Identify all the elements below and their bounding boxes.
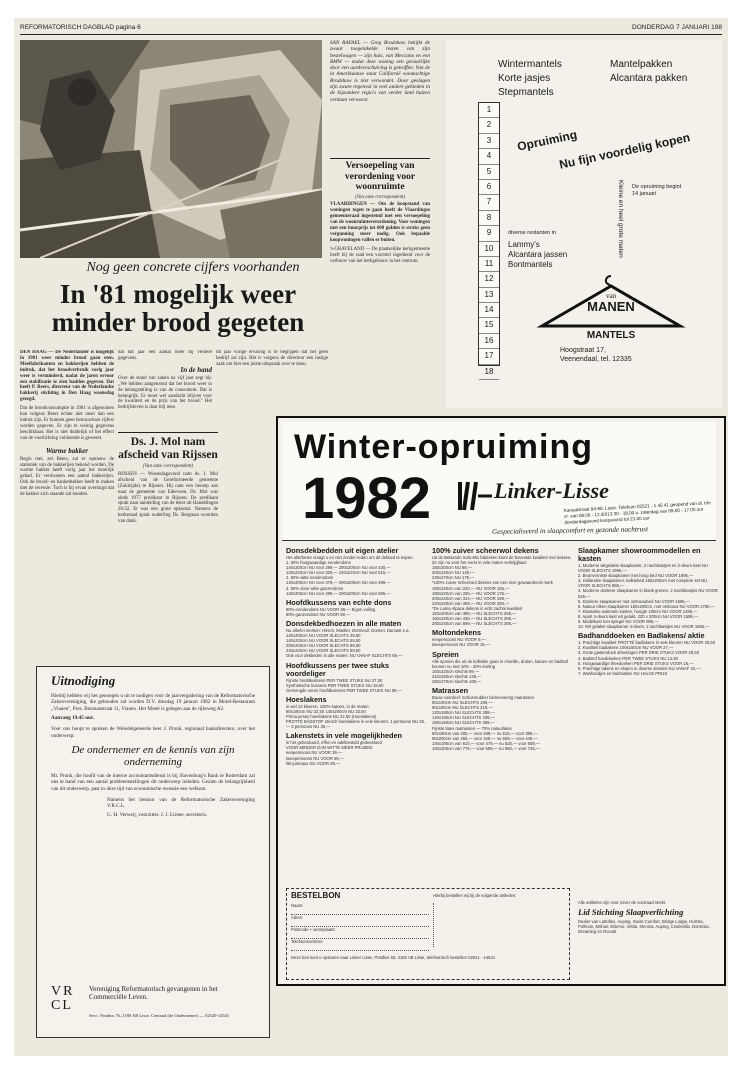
headline: In '81 mogelijk weer minder brood gegeten [51, 279, 305, 337]
winter-offer-line: 140x190cm NU SLECHTS 339,— [432, 715, 495, 721]
uitnodiging-signoff: Namens het bestuur van de Reformatorische Zakenvereniging V.R.C.L. [107, 797, 255, 810]
right-column-text: dit jaar vorige ervaring is te begrijpen dat het geen bedrijf zal zijn. Het is volgens de directeur een lastige zaak om hier een juiste uitspraak over te doen. [216, 350, 328, 367]
article-body-2: 's-GRAVELAND — De plaatselijke kerkgemeente heeft bij de raad een voorstel ingediend voor de verbouw van het kerkgebouw in het centrum. [330, 246, 430, 264]
winter-offer-line: 140x200cm NU voor 499,— 200x200cm NU voor 695,— [286, 590, 391, 596]
photo-caption [330, 40, 430, 158]
winter-offer-line: in wel 10 kleuren, 100% katoen, in de maten: [286, 703, 370, 709]
newspaper-page [14, 18, 728, 1056]
winter-offer-line: 140x220cm NU VOOR SLECHTS 59,50 [286, 638, 361, 644]
winter-offer-line: eenpersoons NU VOOR 39,— [286, 750, 343, 756]
bestelbon-field-naam[interactable]: Naam: [291, 903, 429, 915]
winter-offer-line: 5. Donkere slaapkamer met ombouwbed NU VOOR 1695,— [578, 598, 690, 604]
winter-section-title: Slaapkamer showroommodellen en kasten [578, 546, 701, 563]
winter-offer-line: 160x220cm van 220,— NU VOOR 155,— [432, 585, 510, 591]
tape-number: 18 [479, 365, 499, 380]
winter-offer-line: 3. Grote gastendoek afmetingen PER DRIE STUKS VOOR 29,50 [578, 650, 700, 656]
winter-offer-line: 3. Hollandse slaapkamer, kalktebed 160x200cm met complete set NU VOOR SLECHTS 895,— [578, 578, 708, 589]
winter-offer-line: 150x200cm van 395,— NU SLECHTS 259,— [432, 611, 517, 617]
winter-offer-line: eenpersoons NU VOOR 9,— [432, 637, 486, 643]
tape-number: 12 [479, 272, 499, 287]
winter-offer-line: 160x200cm van 775,— voor 589,— nu 960,— voor 745,— [432, 745, 541, 751]
vrcl-address: Secr.: Postbus 76, 2180 AB Lisse. Centraal (de Ondernemer) — 02520-14541 [89, 1013, 230, 1018]
winter-offer-line: 1. 60% hoogwaardige eendendons [286, 560, 351, 566]
uitnodiging-aanvang: Aanvang 19.45 uur. [51, 715, 95, 722]
manen-slogan-2: Nu fijn voordelig kopen [558, 130, 692, 172]
winter-offer-line: *100% zuiver scheerwol dekens van een zeer gewaardeerd merk [432, 580, 553, 586]
measuring-tape [478, 102, 500, 376]
versoepeling-article [330, 158, 430, 396]
winter-offer-line: FROTTÉ BADSTOF stretch hoeslakens in vele kleuren: 1 persoons NU 25,— 2 persoons NU 35,— [286, 719, 426, 730]
winter-offer-line: 140x220cm NU voor 325,— 240x220cm NU voor 515,— [286, 570, 391, 576]
winter-offer-line: 120x190cm NU SLECHTS 289,— [432, 710, 495, 716]
tape-numbers [479, 103, 499, 380]
winter-offer-line: 140x200cm NU voor 379,— 200x200cm NU voor 499,— [286, 580, 391, 586]
bestelbon [286, 888, 570, 980]
manen-items-right [610, 58, 687, 86]
winter-offer-line: Bouw voordeel: Schuimrubber binnenvering matrassen [432, 694, 534, 700]
winter-offer-line: 160x220cm van 435,— NU SLECHTS 298,— [432, 616, 517, 622]
tape-number: 7 [479, 195, 499, 210]
tape-number: 2 [479, 118, 499, 133]
lead-body: DEN HAAG — De Nederlander is mogelijk in 1981 weer minder brood gaan eten. Meelfabrikanten en bakkerijen hebben de indruk, dat het broodverbruik vorig jaar weer is verminderd, nadat de jaren ervoor een stabilisatie te zien hadden gegeven. Dat heeft P. Beers, directeur van de Nederlandse bakkerij stichting in Den Haag woensdag gezegd. [20, 350, 114, 403]
bestelbon-note: Hierbij bestellen wij bij de volgende artikelen: [433, 893, 517, 898]
winter-offer-line: 4. Moderne donkere slaapkamer in blank grenen, 2 nachtkastjes NU VOOR 545,— [578, 588, 718, 599]
winter-tagline: Gespecialiseerd in slaapcomfort en gezonde nachtrust [491, 525, 649, 536]
tape-number: 1 [479, 103, 499, 118]
photo-caption-text: SAN RAFAEL — Greg Bradshaw bekijkt de zwaar toegetakelde resten van zijn bestelwagen — zijn huis, van Meccano en een BMW — nadat deze woning een gevaarlijke door een aardverschuiving is getroffen. Van de in Amerikaanse staat Californië woonachtige Bradshaw is niet verwondet. Door geslagen zijn zware regenval in veel andere gebieden in de bijzondere regio's van verder land huizen verdaan verwoest. [330, 40, 430, 103]
lead-column-2 [118, 350, 212, 430]
winter-offer-line: 210x250cm slechts 129,— [432, 673, 482, 679]
mid-column-text: dat dat jaar een aantal meer bij verdere gegevens. [118, 350, 212, 361]
van-manen-ad [446, 40, 722, 408]
article-title: Versoepeling van verordening voor woonruimte [344, 161, 416, 192]
manen-line: Bontmantels [508, 260, 553, 269]
tape-number: 5 [479, 165, 499, 180]
linker-logo-icon [454, 480, 494, 514]
winter-offer-line: 9. Modelkast met spiegel NU VOOR 895,— [578, 619, 659, 625]
headline-kicker: Nog geen concrete cijfers voorhanden [86, 260, 300, 275]
manen-side-text: Kleine en heel grote maten [617, 180, 624, 258]
winter-section-title: Hoofdkussens per twee stuks voordeliger [286, 660, 389, 678]
uitnodiging-box [36, 666, 270, 1038]
winter-offer-line: VOOR MINDER DAN WITTE MEER PRIJZEN: [286, 745, 374, 751]
manen-address-1: Hoogstraat 17, [560, 347, 606, 354]
winter-offer-line: *De Lama Alpaca dekens in echt zachte kwaliteit [432, 605, 523, 611]
hand-body: Over de stand van zaken na vijf jaar zegt hij: ,,We hebben aangetoond dat het brood weer in de belangstelling is van de consument. Dat is belangrijk. Er moet wel aandacht blijven voor de kwaliteit en de prijs van het brood.'' Het bedrijfsleven is daar blij mee. [118, 375, 212, 411]
tape-number: 8 [479, 211, 499, 226]
winter-offer-line: 200x200cm NU VOOR SLECHTS 89,50 [286, 643, 361, 649]
winter-brand: Linker-Lisse [494, 478, 609, 503]
vrcl-logo: VRCL [51, 984, 75, 1013]
winter-section-title: Hoeslakens [286, 694, 327, 704]
manen-brand-name: MANEN [587, 299, 635, 314]
winter-offer-line: 8. Apart 4-deurs kast wit gelakt, 220 x 200cm NU VOOR 1595,— [578, 613, 699, 619]
stichting-body: Dealer van Lattoflex, Auping, Swiss Comfort, Bridge Lodge, Hulstra, Pullman, Mohair, Elsemo, Velda, Klenina, Auping, Cinderella, Dormisia, Dreaming en Rovotti. [578, 919, 710, 935]
lead-body-2: Dat de broodconsumptie in 1981 is afgenomen kan volgens Beers echter niet meer dan een indruk zijn. Er kunnen geen betrouwbare cijfers worden gegeven. Er zijn te weinig gegevens beschikbaar. Het is niet duidelijk of het effect van de voorlichting voldoende is geweest. [20, 406, 114, 441]
winter-offer-line: 3. 90% dons witte ganzendons [286, 585, 344, 591]
manen-address-2: Veenendaal, tel. 12335 [560, 356, 632, 363]
winter-column-1 [286, 544, 426, 884]
manen-lines [508, 240, 567, 270]
bestelbon-footer: Deze bon kunt u opsturen naar Linker Lisse, Postbus 50, 2160 AB Lisse, telefoonisch bestellen 02521 - 14541 [291, 955, 496, 960]
winter-offer-line: Ook voor dekbeden in alle maten: NU VANAF SLECHTS 69,— [286, 653, 403, 659]
winter-offer-line: 6. Natuur eiken slaapkamer 160x200cm, met ombouw NU VOOR 2750,— [578, 603, 715, 609]
manen-item: Alcantara pakken [610, 73, 688, 84]
manen-line: Lammy's [508, 240, 540, 249]
tape-number: 15 [479, 318, 499, 333]
stichting-note: Alle artikelen zijn voor zover de voorraad strekt. [578, 900, 667, 905]
winter-offer-line: in het geborduurd, effen en adelbesteld gedeesserd [286, 740, 382, 746]
manen-item: Wintermantels [498, 59, 562, 70]
mol-title: Ds. J. Mol nam afscheid van Rijssen [118, 436, 218, 461]
winter-section-title: Donsdekbedhoezen in alle maten [286, 618, 402, 628]
winter-offer-line: tweepersoons NU VOOR 15,— [432, 642, 490, 648]
winter-column-3 [578, 544, 718, 896]
winter-offer-line: Prima jersey hoeslakens NU 22,50 (Hoeslakens) [286, 713, 377, 719]
issue-date: DONDERDAG 7 JANUARI 198 [632, 24, 722, 31]
paper-title: REFORMATORISCH DAGBLAD pagina 6 [20, 24, 141, 31]
manen-brand-sub: MANTELS [586, 330, 636, 341]
winter-section-title: Lakenstets in vele mogelijkheden [286, 731, 402, 741]
winter-offer-line: 6. Prachtige lakens en slopen in diverse dessins NU VANAF 22,— [578, 665, 701, 671]
tape-number: 9 [479, 226, 499, 241]
winter-offer-line: 150x200cm NU 98,— [432, 565, 473, 571]
winter-offer-line: 80x190cm van 400,— voor 299,— nu 515,— voor 399,— [432, 730, 538, 736]
winter-offer-line: Alle spreien die uit de kollektie gaan in chenille, dralon, katoen en badstof kunnen nu met 10% - 20% korting [432, 658, 569, 669]
vrcl-org: Vereniging Reformatorisch gevangenen in het Commerciële Leven. [89, 985, 218, 1001]
article-body: VLAARDINGEN — Om de koopstand van woningen tegen te gaan heeft de Vlaardingse gemeenteraad ingestemd met een versoepeling van de woonruimteverordening. Voor woningen met een huurprijs tot 600 gulden is straks geen vergunning meer nodig. Ook bepaalde koopwoningen vallen er buiten. [330, 202, 430, 243]
winter-offer-line: Gemengde veren hoofdkussens PER TWEE STUKS NU 65,— [286, 687, 402, 693]
manen-start-1: De opruiming begint [632, 184, 682, 190]
winter-offer-line: 150x220cm slechts 99,— [432, 668, 480, 674]
winter-offer-line: 80% eendendons NU VOOR 69,— Eigen vulling [286, 606, 376, 612]
bestelbon-field-adres[interactable]: Adres: [291, 915, 429, 927]
winter-offer-line: 5. Hoogwaardige theedoeken PER DRIE STUKS VOOR 16,— [578, 660, 694, 666]
winter-offer-line: 230x270cm NU 179,— [432, 575, 475, 581]
winter-offer-line: 140x190cm van 610,— voor 479,— nu 825,— voor 659,— [432, 740, 541, 746]
uitnodiging-body-3: Mr. Pronk, die hoofd van de interne accountantsdienst is bij Slavenburg's Bank te Rotterdam zal ons te hand van een aantal probleemstellingen dit onderwerp inleiden. Gezien de belangrijkheid van dit onderwerp, past in deze tijd van economische recessie een welkom. [51, 772, 255, 792]
manen-brand-van: van [605, 292, 617, 300]
page-header [20, 22, 722, 35]
winter-offer-line: 2. Kwaliteit badlakens 100x160cm NU VOOR 27,— [578, 645, 674, 651]
uitnodiging-body-2: Voor ons hoopt te spreken de Weledelgeleerde heer J. Pronk, regionaal bankdirecteur, over het onderwerp: [51, 726, 255, 739]
winter-offer-line: Fijnste hoofdkussens PER TWEE STUKS NU 37,50 [286, 677, 383, 683]
uitnodiging-title: Uitnodiging [51, 673, 116, 688]
tape-number: 14 [479, 303, 499, 318]
mol-article [118, 432, 218, 650]
uitnodiging-names: G. H. Verweij, voorzitter. J. J. Lirnee, secretaris. [107, 811, 208, 818]
winter-offer-line: 1. Moderne witgelakte slaapkamer, 2 nachtkastjes en 2-deurs kast NU VOOR SLECHTS 1995,— [578, 563, 708, 574]
winter-offer-line: 160x190cm NU SLECHTS 389,— [432, 720, 495, 726]
winter-section-title: Moltondekens [432, 628, 482, 638]
winter-title: Winter-opruiming [294, 428, 593, 466]
winter-offer-line: Synthetische kussens PER TWEE STUKS NU 19,50 [286, 682, 384, 688]
winter-offer-line: 90% ganzendons NU VOOR 89,— [286, 611, 351, 617]
manen-brand [536, 292, 686, 313]
winter-offer-line: 200x240cm van 599,— NU SLECHTS 395,— [432, 621, 517, 627]
bestelbon-title: BESTELBON [291, 891, 341, 900]
winter-offer-line: 260x270cm slechts 169,— [432, 678, 482, 684]
winter-offer-line: 200x240cm van 314,— NU VOOR 199,— [432, 595, 510, 601]
mol-byline: (Van onze correspondent) [142, 464, 194, 469]
winter-offer-line: 240x220cm NU VOOR SLECHTS 99,50 [286, 648, 361, 654]
warm-body: Begin mei, zei Beers, zal er opnieuw de statistiek van de bakkerijen bekend worden. De warme bakker heeft vorig jaar het moeilijk gehad. Er verdwenen een aantal bakkerijen. Ook de brood- en banketbakker heeft te maken met de recessie. Toch is hij ervan overtuigd dat de bakker zich staande zal houden. [20, 456, 114, 498]
winter-banner [282, 422, 716, 541]
bestelbon-fields [291, 903, 429, 951]
manen-item: Mantelpakken [610, 59, 673, 70]
tape-number: 16 [479, 334, 499, 349]
bestelbon-field-postcode[interactable]: Postcode + woonplaats: [291, 927, 429, 939]
manen-item: Korte jasjes [498, 73, 551, 84]
bestelbon-field-telefoon[interactable]: Telefoonnummer: [291, 939, 429, 951]
wrecked-car-photo [20, 40, 322, 258]
winter-offer-line: 1. Prachtige kwaliteit FROTTÉ badlakens in vele kleuren NU VOOR 29,50 [578, 640, 716, 646]
lead-column-1 [20, 350, 114, 650]
article-byline: (Van onze correspondent) [354, 194, 406, 200]
subhead-warme-bakker: Warme bakker [45, 446, 89, 455]
news-photo [20, 40, 322, 258]
winter-offer-line: 4. Badstof handdoeken PER TWEE STUKS NU 12,50 [578, 655, 679, 661]
mol-body: RIJSSEN — Woensdagavond nam ds. J. Mol afscheid van de Gereformeerde gemeente (Zuidzijde) te Rijssen. Hij nam een beroep aan naar de gemeente van Ederveen. Ds. Mol was sinds 1977 predikant in Rijssen. De predikant sprak naar aanleiding van de tekst uit Handelingen 20:32. Er was een grote opkomst. Namens de kerkeraad sprak ouderling Ds. Bergman woorden van dank. [118, 471, 218, 525]
subhead-in-de-hand: In de hand [180, 365, 212, 374]
manen-start [632, 184, 694, 198]
manen-item: Stepmantels [498, 87, 554, 98]
winter-offer-line: 200x240cm NU 149,— [432, 570, 475, 576]
linker-lisse-ad [276, 416, 726, 986]
winter-offer-line: 2. 80% witte eendendons [286, 575, 334, 581]
tape-number: 3 [479, 134, 499, 149]
tape-number: 6 [479, 180, 499, 195]
winter-stichting [578, 900, 718, 934]
divider [330, 158, 430, 159]
winter-offer-line: 7. Washandjes en badmatten NU HALVE PRIJS [578, 670, 668, 676]
winter-offer-line: lits-jumeaux NU VOOR 69,— [286, 760, 341, 766]
tape-number: 10 [479, 242, 499, 257]
divider [118, 432, 218, 433]
winter-offer-line: tweepersoons NU VOOR 59,— [286, 755, 344, 761]
winter-brand-address: Kanaalstraat 94-98, Lisse. Telefoon 02521 - 1 45 41 geopend van di. t/m vr. van 09.00 - 12.30/13.30 - 18.00 u. zaterdag van 09.00 - 17.00 uur donderdagavond koopavond tot 21.00 uur [563, 500, 711, 525]
winter-year: 1982 [302, 466, 432, 531]
winter-offer-line: 7. Klassieke walnoten kasten, hoogte 190cm NU VOOR 1495,— [578, 608, 698, 614]
winter-offer-line: 90x190cm NU SLECHTS 219,— [432, 705, 493, 711]
winter-section-title: Hoofdkussens van echte dons [286, 597, 392, 607]
tape-number: 13 [479, 288, 499, 303]
manen-slogan-1: Opruiming [516, 127, 579, 154]
winter-offer-line: Ze zijn nu voor het eerst in vele maten verkrijgbaar: [432, 560, 528, 566]
manen-items-left [498, 58, 562, 100]
winter-offer-line: 80x190cm NU SLECHTS 189,— [432, 700, 493, 706]
manen-diverse: diverse restanten in [508, 230, 556, 236]
winter-section-title: Badhanddoeken en Badlakens/ aktie [578, 631, 705, 641]
winter-offer-line: Nu allerlei merken: Hirsch, Moeller, Dormeuil, Dormei, Damast e.a. [286, 627, 410, 633]
winter-offer-line: 10. Wit gelakte slaapkamer 4-deurs, 2 nachtkastjes NU VOOR 1555,— [578, 624, 710, 630]
uitnodiging-body: Hierbij hebben wij het genoegen u uit te nodigen voor de jaarvergadering van de Reformatorische Zakenvereniging, die gehouden zal worden D.V. dinsdag 19 januari 1982 in Motel-Restaurant ,,Vianen'', Pres. Bosmanstraat 11, Vianen. Het Motel is gelegen aan de rijksweg A2. [51, 693, 255, 712]
winter-offer-line: 140x200cm NU VOOR SLECHTS 49,50 [286, 633, 361, 639]
tape-number: 4 [479, 149, 499, 164]
winter-offer-line: 140x200cm NU voor 299,— 200x200cm NU voor 430,— [286, 565, 391, 571]
lead-column-3 [216, 350, 328, 400]
winter-section-title: Matrassen [432, 685, 469, 695]
stichting-title: Lid Stichting Slaapverlichting [578, 907, 684, 918]
winter-offer-line: Het allerbeste vraagt u en niet zonder reden om dit dekbed te kopen. [286, 555, 414, 560]
bestelbon-order-lines[interactable] [433, 903, 564, 947]
winter-offer-line: 220x240cm van 359,— NU VOOR 250,— [432, 600, 510, 606]
winter-section-title: Donsdekbedden uit eigen atelier [286, 546, 399, 555]
manen-line: Alcantara jassen [508, 250, 568, 259]
manen-start-2: 14 januari [632, 191, 657, 197]
tape-number: 11 [479, 257, 499, 272]
winter-section-title: Spreien [432, 649, 459, 659]
winter-offer-line: 90x200cm van 455,— voor 349,— nu 559,— voor 449,— [432, 735, 538, 741]
winter-offer-line: Fijnste latex matrassen — 70% natuurlatex [432, 725, 512, 731]
winter-offer-line: 90x190cm NU 22,50 140x200cm NU 32,50 [286, 708, 366, 714]
winter-section-title: 100% zuiver scheerwol dekens [432, 546, 539, 555]
tape-number: 17 [479, 349, 499, 364]
winter-offer-line: 180x220cm van 255,— NU VOOR 175,— [432, 590, 510, 596]
winter-offer-line: Uit de Belsando Solo-Mix fabrieken komt de bovenste kwaliteit met dekens [432, 555, 571, 560]
winter-offer-line: 2. Bruinverniste slaapkamer met hoog bed NU VOOR 1895,— [578, 573, 694, 579]
manen-address [560, 346, 632, 364]
uitnodiging-theme: De ondernemer en de kennis van zijn onderneming [71, 743, 235, 768]
